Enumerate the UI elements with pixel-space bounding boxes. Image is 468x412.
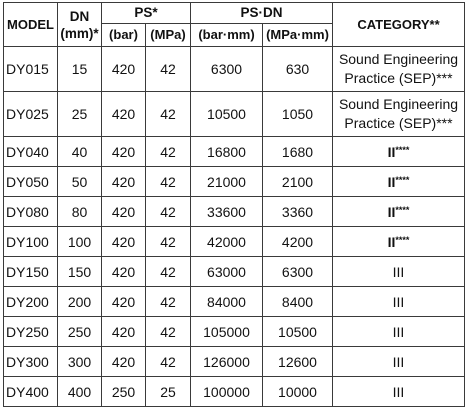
table-row — [4, 137, 465, 167]
cell-ps-bar: 420 — [102, 137, 146, 167]
category-line1: Sound Engineering — [338, 51, 459, 67]
category-roman: II — [387, 143, 396, 160]
header-psdn-bar: (bar·mm) — [191, 24, 263, 47]
cell-category: III — [333, 377, 465, 407]
cell-psdn-mpa: 6300 — [263, 257, 333, 287]
cell-ps-bar: 420 — [102, 287, 146, 317]
cell-ps-mpa: 42 — [146, 167, 191, 197]
cell-dn: 15 — [58, 47, 102, 92]
cell-psdn-mpa: 630 — [263, 47, 333, 92]
cell-category — [333, 167, 465, 197]
cell-ps-mpa: 25 — [146, 377, 191, 407]
cell-ps-mpa: 42 — [146, 317, 191, 347]
cell-model: DY050 — [4, 167, 58, 197]
cell-dn: 400 — [58, 377, 102, 407]
table-row — [4, 47, 465, 92]
cell-model: DY100 — [4, 227, 58, 257]
category-footnote-mark: **** — [395, 144, 410, 155]
cell-psdn-mpa: 3360 — [263, 197, 333, 227]
cell-ps-bar: 420 — [102, 47, 146, 92]
pressure-category-table — [3, 2, 465, 407]
cell-ps-bar: 420 — [102, 257, 146, 287]
cell-psdn-bar: 21000 — [191, 167, 263, 197]
category-roman: II — [387, 233, 396, 250]
cell-dn: 150 — [58, 257, 102, 287]
cell-psdn-mpa: 10000 — [263, 377, 333, 407]
cell-psdn-mpa: 2100 — [263, 167, 333, 197]
category-roman: II — [387, 173, 396, 190]
cell-model: DY015 — [4, 47, 58, 92]
header-dn-label: DN — [69, 8, 90, 24]
cell-ps-bar: 420 — [102, 92, 146, 137]
cell-psdn-bar: 105000 — [191, 317, 263, 347]
cell-category: III — [333, 317, 465, 347]
cell-ps-bar: 250 — [102, 377, 146, 407]
cell-dn: 200 — [58, 287, 102, 317]
cell-ps-bar: 420 — [102, 317, 146, 347]
cell-psdn-bar: 33600 — [191, 197, 263, 227]
cell-psdn-bar: 16800 — [191, 137, 263, 167]
cell-psdn-bar: 6300 — [191, 47, 263, 92]
cell-ps-bar: 420 — [102, 197, 146, 227]
cell-ps-bar: 420 — [102, 167, 146, 197]
header-ps-mpa: (MPa) — [146, 24, 191, 47]
header-ps-bar: (bar) — [102, 24, 146, 47]
cell-model: DY025 — [4, 92, 58, 137]
cell-model: DY040 — [4, 137, 58, 167]
category-footnote-mark: **** — [395, 234, 410, 245]
cell-dn: 300 — [58, 347, 102, 377]
cell-category — [333, 47, 465, 92]
category-footnote-mark: **** — [395, 174, 410, 185]
category-line2: Practice (SEP)*** — [344, 70, 453, 86]
cell-psdn-mpa: 1050 — [263, 92, 333, 137]
spec-table-container — [3, 2, 465, 407]
cell-psdn-mpa: 12600 — [263, 347, 333, 377]
category-line1: Sound Engineering — [338, 96, 459, 112]
cell-ps-mpa: 42 — [146, 137, 191, 167]
cell-psdn-bar: 10500 — [191, 92, 263, 137]
table-row — [4, 377, 465, 407]
cell-psdn-bar: 42000 — [191, 227, 263, 257]
cell-category — [333, 227, 465, 257]
cell-ps-mpa: 42 — [146, 257, 191, 287]
cell-psdn-mpa: 4200 — [263, 227, 333, 257]
cell-model: DY300 — [4, 347, 58, 377]
table-row — [4, 227, 465, 257]
cell-psdn-mpa: 10500 — [263, 317, 333, 347]
cell-category: III — [333, 347, 465, 377]
cell-model: DY250 — [4, 317, 58, 347]
cell-category: III — [333, 287, 465, 317]
header-psdn-mpa: (MPa·mm) — [263, 24, 333, 47]
cell-dn: 40 — [58, 137, 102, 167]
cell-ps-bar: 420 — [102, 227, 146, 257]
header-model: MODEL — [4, 3, 58, 47]
cell-dn: 100 — [58, 227, 102, 257]
cell-category — [333, 137, 465, 167]
cell-psdn-mpa: 8400 — [263, 287, 333, 317]
table-row — [4, 347, 465, 377]
cell-dn: 80 — [58, 197, 102, 227]
cell-dn: 25 — [58, 92, 102, 137]
header-dn — [58, 3, 102, 47]
cell-model: DY150 — [4, 257, 58, 287]
header-dn-unit: (mm)* — [60, 25, 99, 41]
category-line2: Practice (SEP)*** — [344, 115, 453, 131]
table-row — [4, 167, 465, 197]
cell-ps-mpa: 42 — [146, 47, 191, 92]
cell-psdn-bar: 84000 — [191, 287, 263, 317]
cell-ps-mpa: 42 — [146, 227, 191, 257]
cell-ps-bar: 420 — [102, 347, 146, 377]
cell-model: DY200 — [4, 287, 58, 317]
cell-ps-mpa: 42 — [146, 197, 191, 227]
cell-ps-mpa: 42 — [146, 347, 191, 377]
cell-model: DY400 — [4, 377, 58, 407]
cell-model: DY080 — [4, 197, 58, 227]
cell-psdn-mpa: 1680 — [263, 137, 333, 167]
table-row — [4, 317, 465, 347]
table-row — [4, 257, 465, 287]
category-roman: II — [387, 203, 396, 220]
cell-psdn-bar: 100000 — [191, 377, 263, 407]
cell-ps-mpa: 42 — [146, 92, 191, 137]
table-row — [4, 197, 465, 227]
cell-category — [333, 92, 465, 137]
category-footnote-mark: **** — [395, 204, 410, 215]
cell-psdn-bar: 126000 — [191, 347, 263, 377]
cell-category: III — [333, 257, 465, 287]
header-category: CATEGORY** — [333, 3, 465, 47]
table-row — [4, 92, 465, 137]
cell-category — [333, 197, 465, 227]
cell-ps-mpa: 42 — [146, 287, 191, 317]
cell-dn: 250 — [58, 317, 102, 347]
table-row — [4, 287, 465, 317]
header-ps: PS* — [102, 3, 191, 24]
cell-psdn-bar: 63000 — [191, 257, 263, 287]
cell-dn: 50 — [58, 167, 102, 197]
header-psdn: PS·DN — [191, 3, 333, 24]
